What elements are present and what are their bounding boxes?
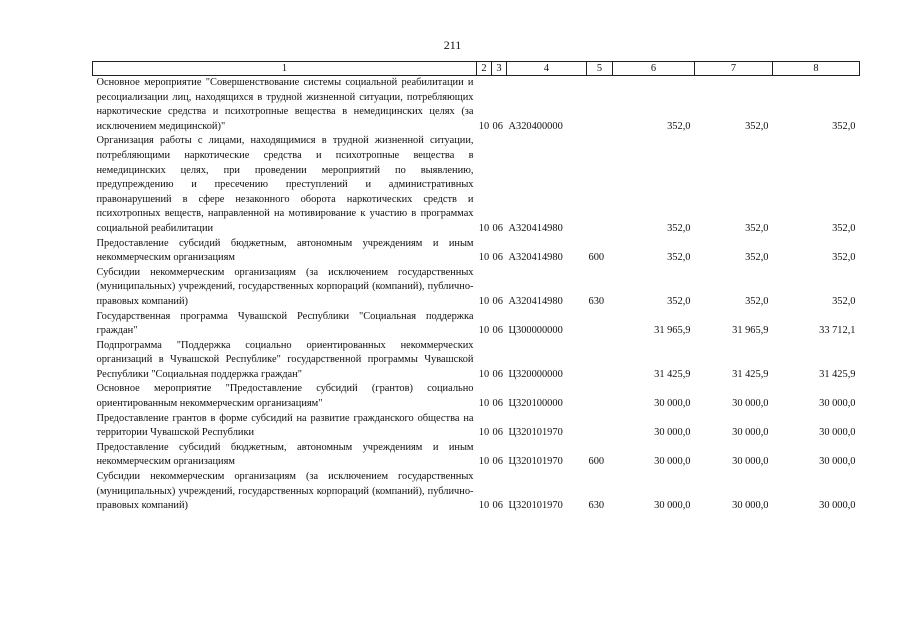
- amount-year-2: 352,0: [745, 222, 769, 234]
- amount-year-2: 352,0: [745, 295, 769, 307]
- section-code: 10: [478, 500, 490, 512]
- amount-year-3: 352,0: [832, 222, 856, 234]
- amount-year-2: 352,0: [745, 252, 769, 264]
- column-header-8: 8: [773, 62, 860, 76]
- amount-year-3: 30 000,0: [819, 500, 856, 512]
- section-code: 10: [478, 368, 490, 380]
- section-code: 10: [478, 398, 490, 410]
- target-article-code: А320414980: [508, 252, 563, 264]
- target-article-code: А320414980: [508, 222, 563, 234]
- column-header-1: 1: [93, 62, 477, 76]
- subsection-code: 06: [492, 398, 503, 410]
- expense-type-code: [587, 76, 613, 135]
- expense-type-code: 600: [588, 456, 605, 468]
- amount-year-1: 352,0: [667, 120, 691, 132]
- target-article-code: Ц320000000: [508, 368, 563, 380]
- column-header-5: 5: [587, 62, 613, 76]
- expense-type-code: [587, 310, 613, 339]
- section-code: 10: [478, 252, 490, 264]
- subsection-code: 06: [492, 427, 503, 439]
- expense-type-code: [587, 134, 613, 236]
- amount-year-1: 30 000,0: [654, 456, 691, 468]
- amount-year-3: 352,0: [832, 120, 856, 132]
- subsection-code: 06: [492, 252, 503, 264]
- amount-year-2: 30 000,0: [732, 500, 769, 512]
- table-header: [93, 62, 860, 76]
- subsection-code: 06: [492, 325, 503, 337]
- amount-year-1: 30 000,0: [654, 398, 691, 410]
- amount-year-3: 30 000,0: [819, 398, 856, 410]
- subsection-code: 06: [492, 120, 503, 132]
- amount-year-3: 352,0: [832, 252, 856, 264]
- amount-year-1: 352,0: [667, 295, 691, 307]
- column-header-3: 3: [492, 62, 507, 76]
- amount-year-1: 30 000,0: [654, 427, 691, 439]
- amount-year-2: 30 000,0: [732, 427, 769, 439]
- amount-year-3: 30 000,0: [819, 456, 856, 468]
- column-header-6: 6: [613, 62, 695, 76]
- subsection-code: 06: [492, 222, 503, 234]
- section-code: 10: [478, 427, 490, 439]
- amount-year-1: 352,0: [667, 222, 691, 234]
- amount-year-2: 30 000,0: [732, 456, 769, 468]
- amount-year-3: 30 000,0: [819, 427, 856, 439]
- amount-year-1: 31 425,9: [654, 368, 691, 380]
- table-row: [93, 441, 860, 470]
- row-name: Подпрограмма "Поддержка социально ориентированных некоммерческих организаций в Чувашской Республике" государственной программы Чувашской Республики "Социальная поддержка граждан": [96, 339, 474, 380]
- section-code: 10: [478, 222, 490, 234]
- row-name: Субсидии некоммерческим организациям (за исключением государственных (муниципальных) учреждений, государственных корпораций (компаний), публично-правовых компаний): [96, 266, 474, 307]
- amount-year-2: 31 965,9: [732, 325, 769, 337]
- row-name: Предоставление грантов в форме субсидий на развитие гражданского общества на территории Чувашской Республики: [96, 412, 474, 439]
- target-article-code: Ц320101970: [508, 500, 563, 512]
- section-code: 10: [478, 325, 490, 337]
- amount-year-1: 30 000,0: [654, 500, 691, 512]
- amount-year-3: 352,0: [832, 295, 856, 307]
- target-article-code: А320400000: [508, 120, 563, 132]
- subsection-code: 06: [492, 456, 503, 468]
- section-code: 10: [478, 120, 490, 132]
- subsection-code: 06: [492, 295, 503, 307]
- amount-year-2: 31 425,9: [732, 368, 769, 380]
- target-article-code: Ц320101970: [508, 456, 563, 468]
- table-body: [93, 76, 860, 514]
- expense-type-code: 630: [588, 295, 605, 307]
- column-header-4: 4: [507, 62, 587, 76]
- section-code: 10: [478, 295, 490, 307]
- budget-table: [92, 61, 860, 514]
- section-code: 10: [478, 456, 490, 468]
- amount-year-1: 31 965,9: [654, 325, 691, 337]
- amount-year-1: 352,0: [667, 252, 691, 264]
- subsection-code: 06: [492, 500, 503, 512]
- target-article-code: Ц320101970: [508, 427, 563, 439]
- row-name: Предоставление субсидий бюджетным, автономным учреждениям и иным некоммерческим организациям: [96, 237, 474, 264]
- expense-type-code: [587, 412, 613, 441]
- row-name: Предоставление субсидий бюджетным, автономным учреждениям и иным некоммерческим организациям: [96, 441, 474, 468]
- amount-year-2: 352,0: [745, 120, 769, 132]
- table-row: [93, 382, 860, 411]
- row-name: Государственная программа Чувашской Республики "Социальная поддержка граждан": [96, 310, 474, 337]
- expense-type-code: [587, 382, 613, 411]
- row-name: Основное мероприятие "Совершенствование системы социальной реабилитации и ресоциализации лиц, находящихся в трудной жизненной ситуации, потребляющих наркотические средства и психотропные вещества в немедицинских целях (за исключением медицинской)": [96, 77, 474, 132]
- column-header-2: 2: [477, 62, 492, 76]
- row-name: Основное мероприятие "Предоставление субсидий (грантов) социально ориентированным некоммерческим организациям": [96, 383, 474, 410]
- row-name: Субсидии некоммерческим организациям (за исключением государственных (муниципальных) учреждений, государственных корпораций (компаний), публично-правовых компаний): [96, 471, 474, 512]
- page-number: 211: [443, 38, 462, 52]
- target-article-code: А320414980: [508, 295, 563, 307]
- table-row: [93, 310, 860, 339]
- amount-year-3: 33 712,1: [819, 325, 856, 337]
- expense-type-code: 600: [588, 252, 605, 264]
- amount-year-2: 30 000,0: [732, 398, 769, 410]
- target-article-code: Ц320100000: [508, 398, 563, 410]
- column-header-7: 7: [695, 62, 773, 76]
- table-row: [93, 470, 860, 514]
- table-row: [93, 412, 860, 441]
- table-row: [93, 76, 860, 135]
- header-row: [93, 62, 860, 76]
- expense-type-code: [587, 339, 613, 383]
- table-row: [93, 237, 860, 266]
- target-article-code: Ц300000000: [508, 325, 563, 337]
- table-row: [93, 339, 860, 383]
- table-row: [93, 266, 860, 310]
- subsection-code: 06: [492, 368, 503, 380]
- expense-type-code: 630: [588, 500, 605, 512]
- row-name: Организация работы с лицами, находящимися в трудной жизненной ситуации, потребляющими наркотические средства и психотропные вещества в немедицинских целях, при проведении мероприятий по выявлению, предупреждению и пресечению преступлений и административных правонарушений в сфере незаконного оборота наркотических средств и психотропных веществ, направленной на мотивирование к участию в программах социальной реабилитации: [96, 135, 474, 234]
- amount-year-3: 31 425,9: [819, 368, 856, 380]
- table-row: [93, 134, 860, 236]
